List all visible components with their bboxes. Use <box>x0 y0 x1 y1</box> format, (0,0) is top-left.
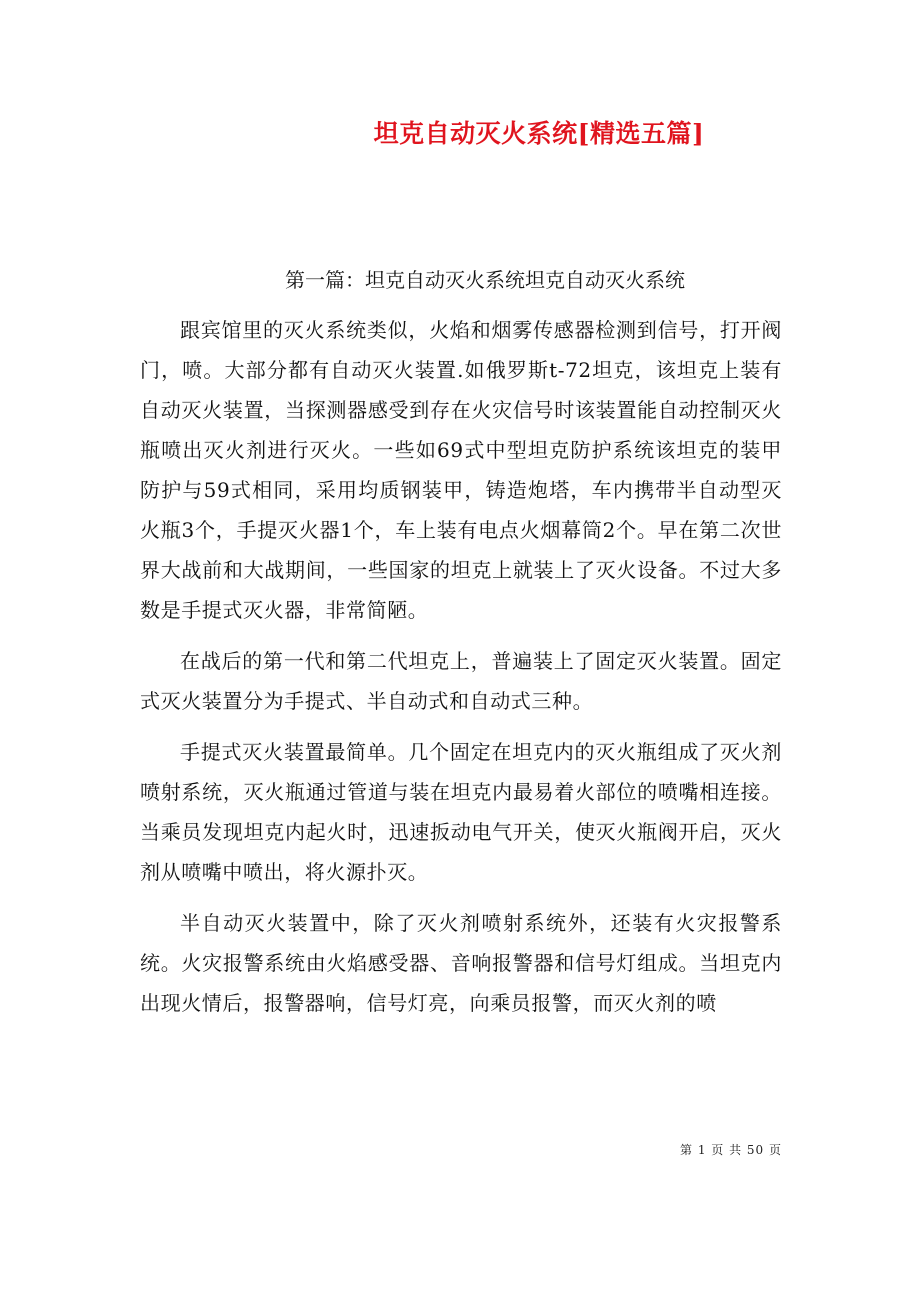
document-body <box>140 310 782 1034</box>
section-heading: 第一篇：坦克自动灭火系统坦克自动灭火系统 <box>285 268 685 292</box>
page-number-footer: 第 1 页 共 50 页 <box>680 1143 782 1157</box>
paragraph: 跟宾馆里的灭火系统类似，火焰和烟雾传感器检测到信号，打开阀门，喷。大部分都有自动灭火装置.如俄罗斯t-72坦克，该坦克上装有自动灭火装置，当探测器感受到存在火灾信号时该装置能自动控制灭火瓶喷出灭火剂进行灭火。一些如69式中型坦克防护系统该坦克的装甲防护与59式相同，采用均质钢装甲，铸造炮塔，车内携带半自动型灭火瓶3个，手提灭火器1个，车上装有电点火烟幕筒2个。早在第二次世界大战前和大战期间，一些国家的坦克上就装上了灭火设备。不过大多数是手提式灭火器，非常简陋。 <box>140 318 782 622</box>
paragraph: 在战后的第一代和第二代坦克上，普遍装上了固定灭火装置。固定式灭火装置分为手提式、半自动式和自动式三种。 <box>140 649 782 713</box>
paragraph: 手提式灭火装置最简单。几个固定在坦克内的灭火瓶组成了灭火剂喷射系统，灭火瓶通过管道与装在坦克内最易着火部位的喷嘴相连接。当乘员发现坦克内起火时，迅速扳动电气开关，使灭火瓶阀开启，灭火剂从喷嘴中喷出，将火源扑灭。 <box>140 740 782 884</box>
paragraph: 半自动灭火装置中，除了灭火剂喷射系统外，还装有火灾报警系统。火灾报警系统由火焰感受器、音响报警器和信号灯组成。当坦克内出现火情后，报警器响，信号灯亮，向乘员报警，而灭火剂的喷 <box>140 911 782 1015</box>
document-title: 坦克自动灭火系统[精选五篇] <box>373 119 705 148</box>
